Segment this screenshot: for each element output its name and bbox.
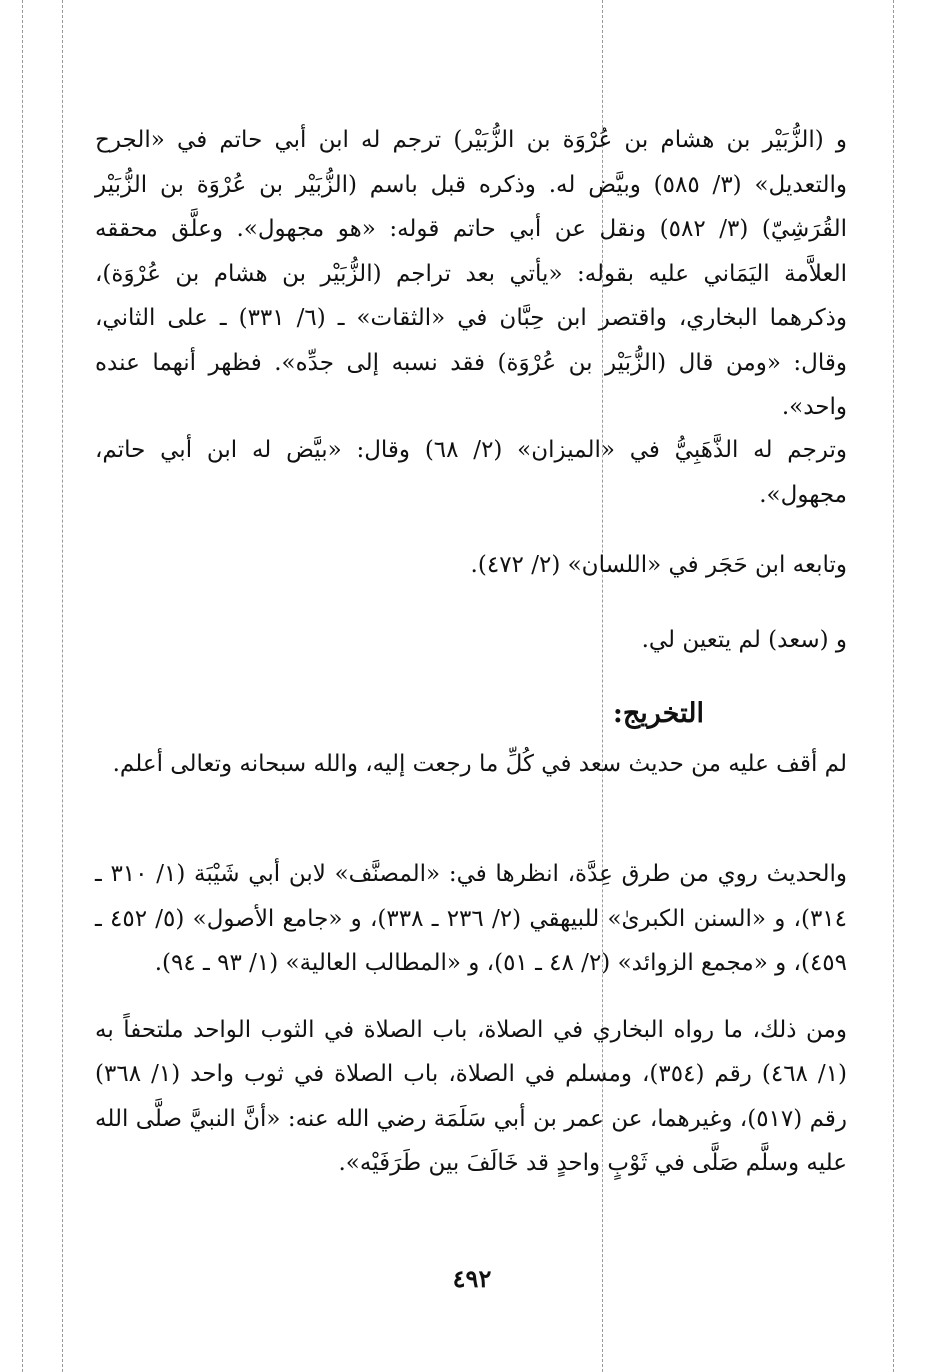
paragraph-bukhari-muslim: ومن ذلك، ما رواه البخاري في الصلاة، باب الصلاة في الثوب الواحد ملتحفاً به (١/ ٤٦٨) رقم (٣٥٤)، ومسلم في الصلاة، باب الصلاة في ثوب واحد (١/ ٣٦٨) رقم (٥١٧)، وغيرهما، عن عمر بن أبي سَلَمَة رضي الله عنه: «أنَّ النبيَّ صلَّى الله عليه وسلَّم صَلَّى في ثَوْبٍ واحدٍ قد خَالَفَ بين طَرَفَيْه». [95, 1016, 848, 1176]
paragraph-ibn-hajar: وتابعه ابن حَجَر في «اللسان» (٢/ ٤٧٢). [470, 552, 847, 578]
paragraph-sources: والحديث روي من طرق عِدَّة، انظرها في: «المصنَّف» لابن أبي شَيْبَة (١/ ٣١٠ ـ ٣١٤)، و «السنن الكبرىٰ» للبيهقي (٢/ ٢٣٦ ـ ٣٣٨)، و «جامع الأصول» (٥/ ٤٥٢ ـ ٤٥٩)، و «مجمع الزوائد» (٢/ ٤٨ ـ ٥١)، و «المطالب العالية» (١/ ٩٣ ـ ٩٤). [95, 861, 847, 976]
page-number: ٤٩٢ [452, 1264, 492, 1293]
paragraph-saad: و (سعد) لم يتعين لي. [641, 626, 847, 653]
paragraph-dhahabi: وترجم له الذَّهَبِيُّ في «الميزان» (٢/ ٦٨) وقال: «بيَّض له ابن أبي حاتم، مجهول». [95, 437, 848, 508]
page-body [95, 118, 847, 1186]
scan-guide-line [62, 0, 63, 1372]
scan-guide-line [893, 0, 894, 1372]
scan-guide-line [22, 0, 23, 1372]
section-heading-takhrij: التخريج: [612, 698, 704, 729]
paragraph-not-found: لم أقف عليه من حديث سعد في كُلِّ ما رجعت إليه، والله سبحانه وتعالى أعلم. [112, 751, 847, 777]
paragraph-zubayr-biography: و (الزُّبَيْر بن هشام بن عُرْوَة بن الزُّبَيْر) ترجم له ابن أبي حاتم في «الجرح والتعديل» (٣/ ٥٨٥) وبيَّض له. وذكره قبل باسم (الزُّبَيْر بن عُرْوَة بن الزُّبَيْر القُرَشِيّ) (٣/ ٥٨٢) ونقل عن أبي حاتم قوله: «هو مجهول». وعلَّق محققه العلاَّمة اليَمَاني عليه بقوله: «يأتي بعد تراجم (الزُّبَيْر بن هشام بن عُرْوَة)، وذكرهما البخاري، واقتصر ابن حِبَّان في «الثقات» ـ (٦/ ٣٣١) ـ على الثاني، وقال: «ومن قال (الزُّبَيْر بن عُرْوَة) فقد نسبه إلى جدِّه». فظهر أنهما عنده واحد». [95, 127, 848, 420]
